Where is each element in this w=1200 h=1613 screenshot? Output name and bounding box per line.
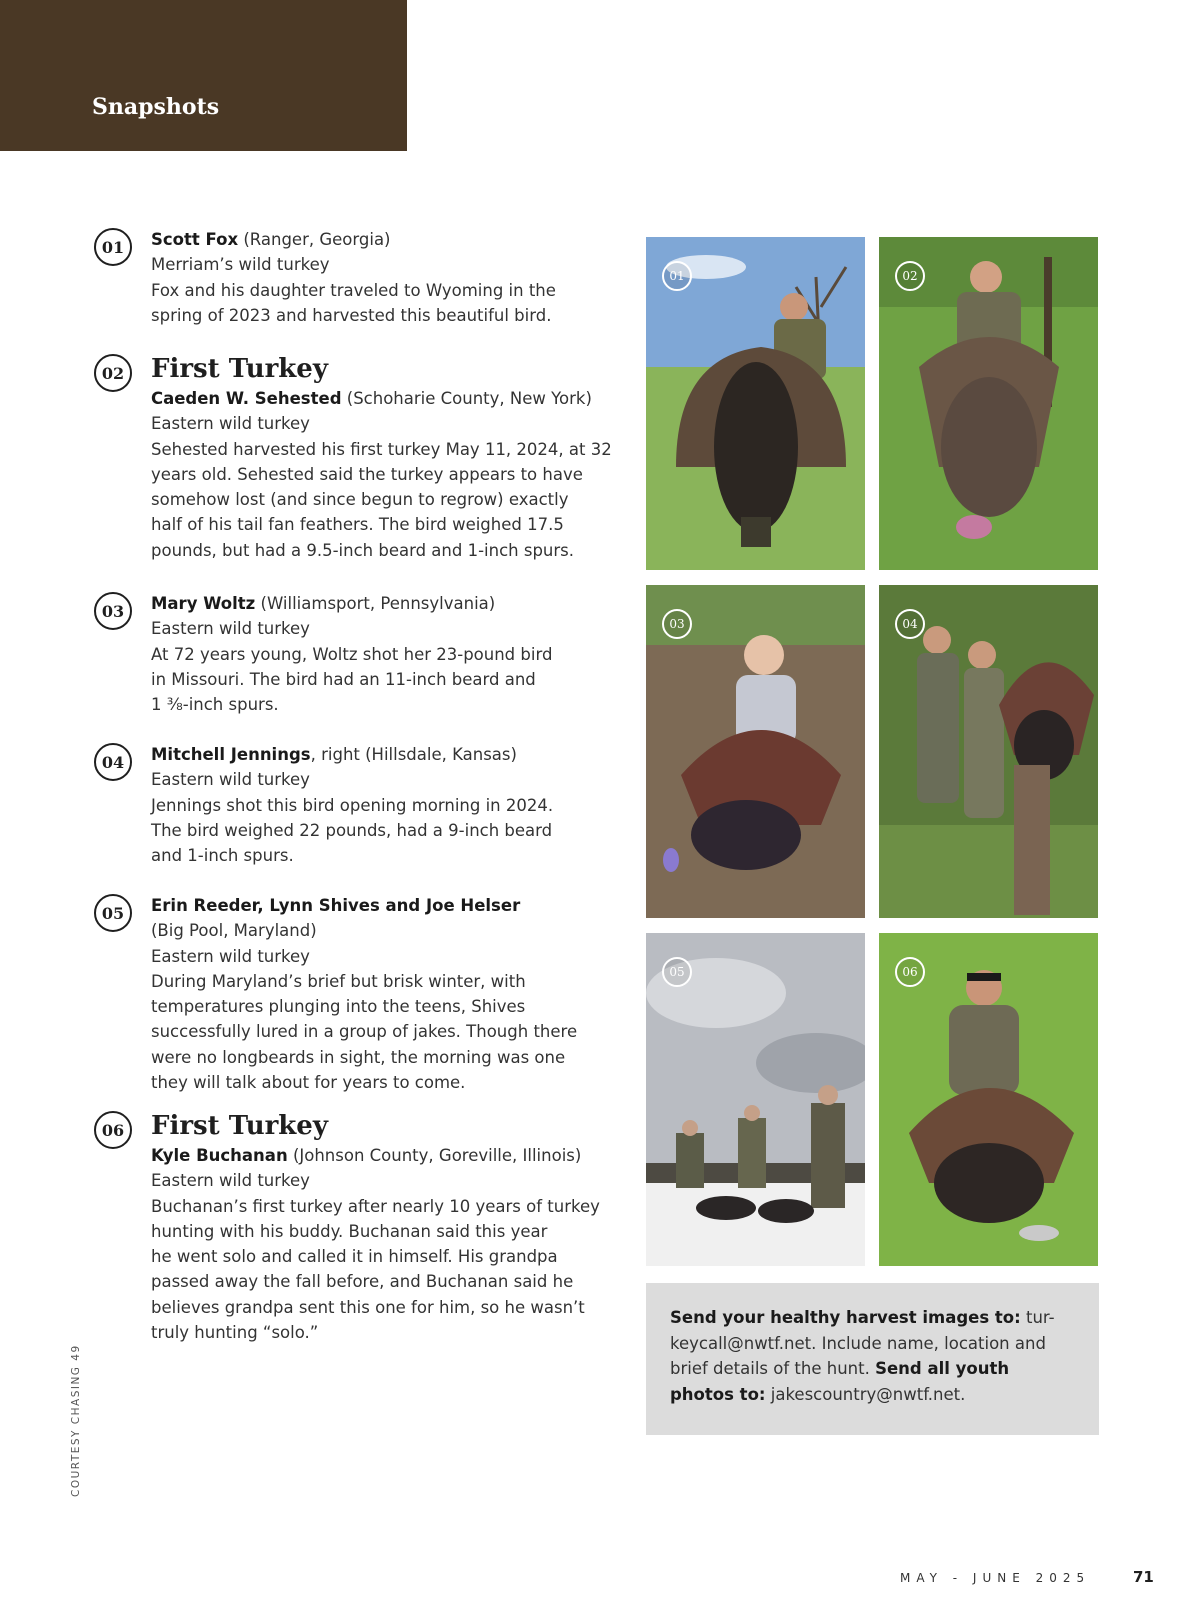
entry-line: Caeden W. Sehested (Schoharie County, New York): [151, 389, 592, 408]
entry-number-badge: 02: [94, 354, 132, 392]
entry-line: passed away the fall before, and Buchanan said he: [151, 1272, 574, 1292]
entry-line: Eastern wild turkey: [151, 619, 310, 639]
entry-body: [151, 354, 611, 563]
photo-credit: COURTESY CHASING 49: [70, 1344, 82, 1497]
entry-line: temperatures plunging into the teens, Shives: [151, 997, 526, 1017]
entry-line: At 72 years young, Woltz shot her 23-pound bird: [151, 644, 553, 664]
entry-line: Jennings shot this bird opening morning in 2024.: [151, 795, 554, 815]
entry-line: Eastern wild turkey: [151, 1171, 310, 1191]
entry-line: believes grandpa sent this one for him, so he wasn’t: [151, 1297, 585, 1317]
entry-line: they will talk about for years to come.: [151, 1073, 466, 1093]
entry-body: [151, 893, 611, 1095]
entry-line: Sehested harvested his first turkey May 11, 2024, at 32: [151, 439, 612, 459]
photo-01: [646, 237, 865, 570]
photo-label: 03: [662, 609, 692, 639]
entry-number-badge: 03: [94, 592, 132, 630]
entry-line: Mitchell Jennings, right (Hillsdale, Kansas): [151, 745, 517, 764]
entry-line: hunting with his buddy. Buchanan said this year: [151, 1221, 548, 1241]
entry-line: During Maryland’s brief but brisk winter, with: [151, 971, 526, 991]
entry-line: spring of 2023 and harvested this beautiful bird.: [151, 305, 552, 325]
section-title: Snapshots: [92, 94, 220, 120]
entry-line: were no longbeards in sight, the morning was one: [151, 1047, 566, 1067]
entry-line: half of his tail fan feathers. The bird weighed 17.5: [151, 515, 564, 535]
entry-line: (Big Pool, Maryland): [151, 921, 317, 941]
entry-heading: First Turkey: [151, 1111, 328, 1141]
entry-line: and 1-inch spurs.: [151, 846, 294, 866]
entry-number-badge: 04: [94, 743, 132, 781]
submission-info-box: [646, 1283, 1099, 1435]
entry-line: Eastern wild turkey: [151, 770, 310, 790]
entry-body: [151, 742, 611, 868]
entry-line: in Missouri. The bird had an 11-inch beard and: [151, 669, 536, 689]
entry-line: Eastern wild turkey: [151, 414, 310, 434]
submission-text: Send your healthy harvest images to: tur-keycall@nwtf.net. Include name, location and brief details of the hunt. Send all youth photos to: jakescountry@nwtf.net.: [670, 1308, 1055, 1404]
entry-line: successfully lured in a group of jakes. Though there: [151, 1022, 578, 1042]
footer-issue-date: MAY - JUNE 2025: [900, 1571, 1091, 1585]
entry-number-badge: 05: [94, 894, 132, 932]
entry-line: Merriam’s wild turkey: [151, 255, 330, 275]
entry-line: Buchanan’s first turkey after nearly 10 years of turkey: [151, 1196, 600, 1216]
photo-05: [646, 933, 865, 1266]
header-block: [0, 0, 407, 151]
entry-line: pounds, but had a 9.5-inch beard and 1-inch spurs.: [151, 540, 574, 560]
photo-label: 05: [662, 957, 692, 987]
entry-line: Mary Woltz (Williamsport, Pennsylvania): [151, 594, 496, 613]
photo-06: [879, 933, 1098, 1266]
entry-line: he went solo and called it in himself. His grandpa: [151, 1247, 558, 1267]
photo-02: [879, 237, 1098, 570]
photo-label: 01: [662, 261, 692, 291]
photo-label: 04: [895, 609, 925, 639]
entry-number-badge: 01: [94, 228, 132, 266]
entry-number-badge: 06: [94, 1111, 132, 1149]
entry-line: somehow lost (and since begun to regrow) exactly: [151, 490, 569, 510]
entry-body: [151, 227, 611, 328]
entry-heading: First Turkey: [151, 354, 328, 384]
photo-03: [646, 585, 865, 918]
entry-body: [151, 591, 611, 717]
entry-line: Erin Reeder, Lynn Shives and Joe Helser: [151, 896, 521, 915]
photo-label: 02: [895, 261, 925, 291]
entry-line: Scott Fox (Ranger, Georgia): [151, 230, 391, 249]
entry-line: Eastern wild turkey: [151, 946, 310, 966]
entry-line: years old. Sehested said the turkey appears to have: [151, 464, 583, 484]
photo-label: 06: [895, 957, 925, 987]
entry-line: 1 ⅜-inch spurs.: [151, 695, 279, 715]
entry-line: The bird weighed 22 pounds, had a 9-inch beard: [151, 820, 553, 840]
entry-body: [151, 1111, 611, 1345]
photo-04: [879, 585, 1098, 918]
page-number: 71: [1133, 1568, 1154, 1586]
entry-line: Fox and his daughter traveled to Wyoming in the: [151, 280, 556, 300]
entry-line: Kyle Buchanan (Johnson County, Goreville, Illinois): [151, 1146, 582, 1165]
entry-line: truly hunting “solo.”: [151, 1323, 319, 1343]
